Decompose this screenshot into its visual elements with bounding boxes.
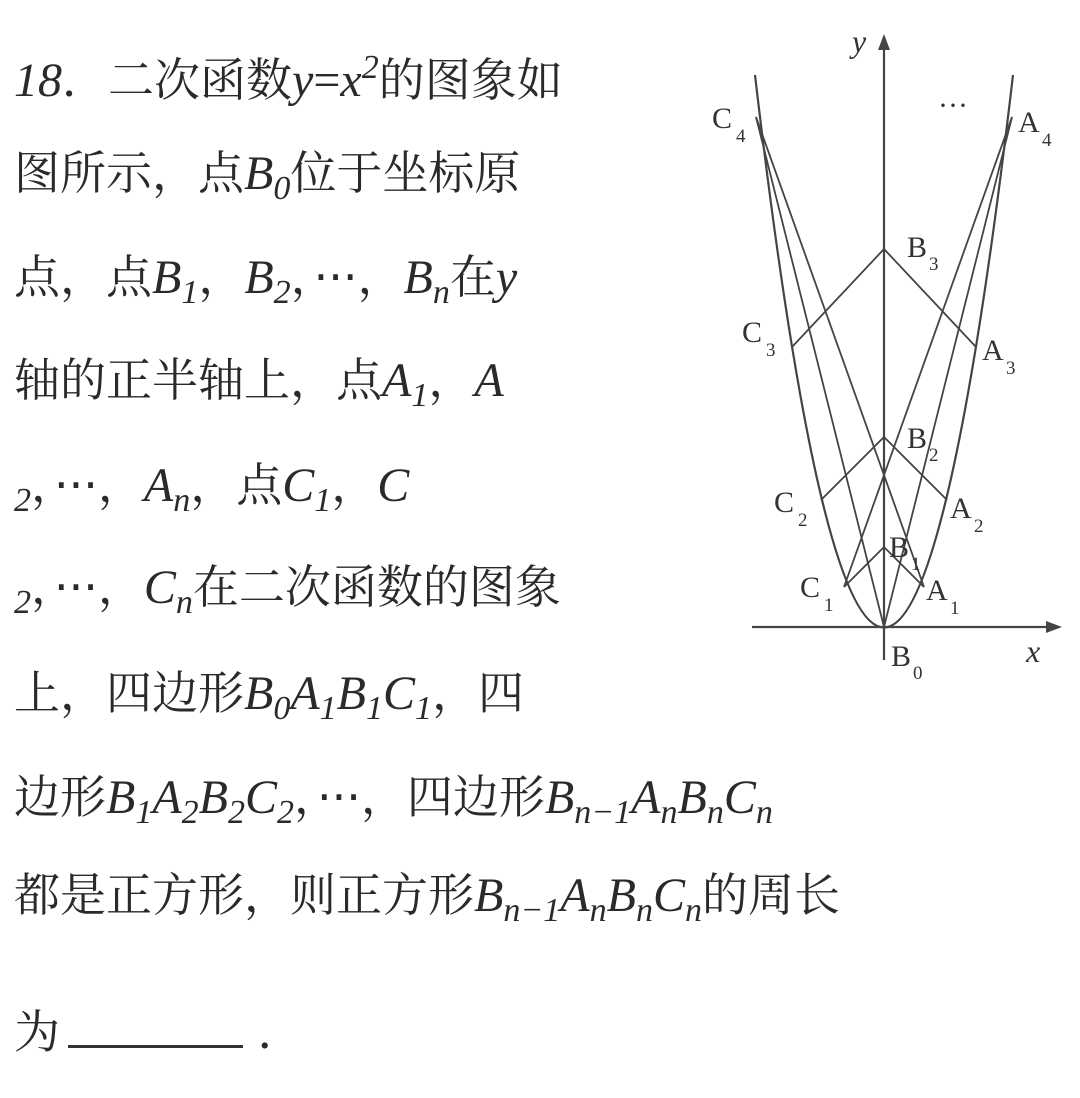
svg-text:C: C [800, 571, 821, 604]
label-A3 [982, 334, 1016, 379]
label-C1 [800, 571, 834, 616]
label-A1 [926, 574, 960, 619]
svg-text:B: B [891, 640, 912, 673]
svg-text:2: 2 [929, 445, 939, 466]
problem-line-9: 都是正方形，则正方形$B_{n-1}A_nB_nC_n$的周长 [14, 868, 840, 929]
label-B3 [907, 231, 939, 275]
label-C3 [742, 316, 776, 361]
y-axis-arrow [878, 34, 890, 50]
svg-text:C: C [742, 316, 763, 349]
problem-line-3: 点，点$B_1$，$B_2$，···，$B_n$在y [14, 250, 518, 311]
problem-number: 18 [14, 54, 62, 107]
label-C4 [712, 102, 746, 147]
problem-line-4: 轴的正半轴上，点$A_1$，A [14, 353, 504, 414]
svg-text:B: B [907, 231, 928, 264]
y-axis-label: y [852, 23, 867, 59]
function-expression: $y=x^2$ [292, 49, 379, 107]
svg-text:C: C [712, 102, 733, 135]
svg-text:2: 2 [798, 510, 808, 531]
x-axis-arrow [1046, 621, 1062, 633]
svg-text:4: 4 [1042, 130, 1052, 151]
problem-line-5: $_2$，···，$A_n$，点$C_1$，C [14, 458, 410, 519]
problem-line-2: 图所示，点$B_0$位于坐标原 [14, 146, 521, 207]
svg-text:3: 3 [1006, 358, 1016, 379]
continuation-dots: ··· [938, 89, 968, 122]
svg-text:3: 3 [929, 254, 939, 275]
svg-text:1: 1 [911, 554, 921, 575]
svg-text:A: A [950, 492, 972, 525]
svg-text:0: 0 [913, 663, 923, 684]
svg-text:A: A [926, 574, 948, 607]
label-C2 [774, 486, 808, 531]
parabola-diagram [700, 20, 1070, 700]
problem-line-10: 为 ． [14, 1005, 304, 1059]
svg-text:1: 1 [824, 595, 834, 616]
problem-line-1: 18．二次函数$y=x^2$的图象如 [14, 49, 563, 107]
svg-text:C: C [774, 486, 795, 519]
problem-line-7: 上，四边形$B_0A_1B_1C_1$，四 [14, 666, 524, 727]
svg-text:1: 1 [950, 598, 960, 619]
svg-text:3: 3 [766, 340, 776, 361]
svg-text:A: A [1018, 106, 1040, 139]
svg-text:2: 2 [974, 516, 984, 537]
svg-text:4: 4 [736, 126, 746, 147]
svg-text:A: A [982, 334, 1004, 367]
label-B0 [891, 640, 923, 684]
label-A2 [950, 492, 984, 537]
problem-line-8: 边形$B_1A_2B_2C_2$，···，四边形$B_{n-1}A_nB_nC_n$ [14, 770, 773, 831]
x-axis-label: x [1026, 633, 1041, 669]
label-A4 [1018, 106, 1052, 151]
svg-text:B: B [889, 531, 910, 564]
problem-line-6: $_2$，···，$C_n$在二次函数的图象 [14, 560, 561, 621]
svg-text:B: B [907, 422, 928, 455]
answer-blank[interactable] [68, 1005, 243, 1048]
